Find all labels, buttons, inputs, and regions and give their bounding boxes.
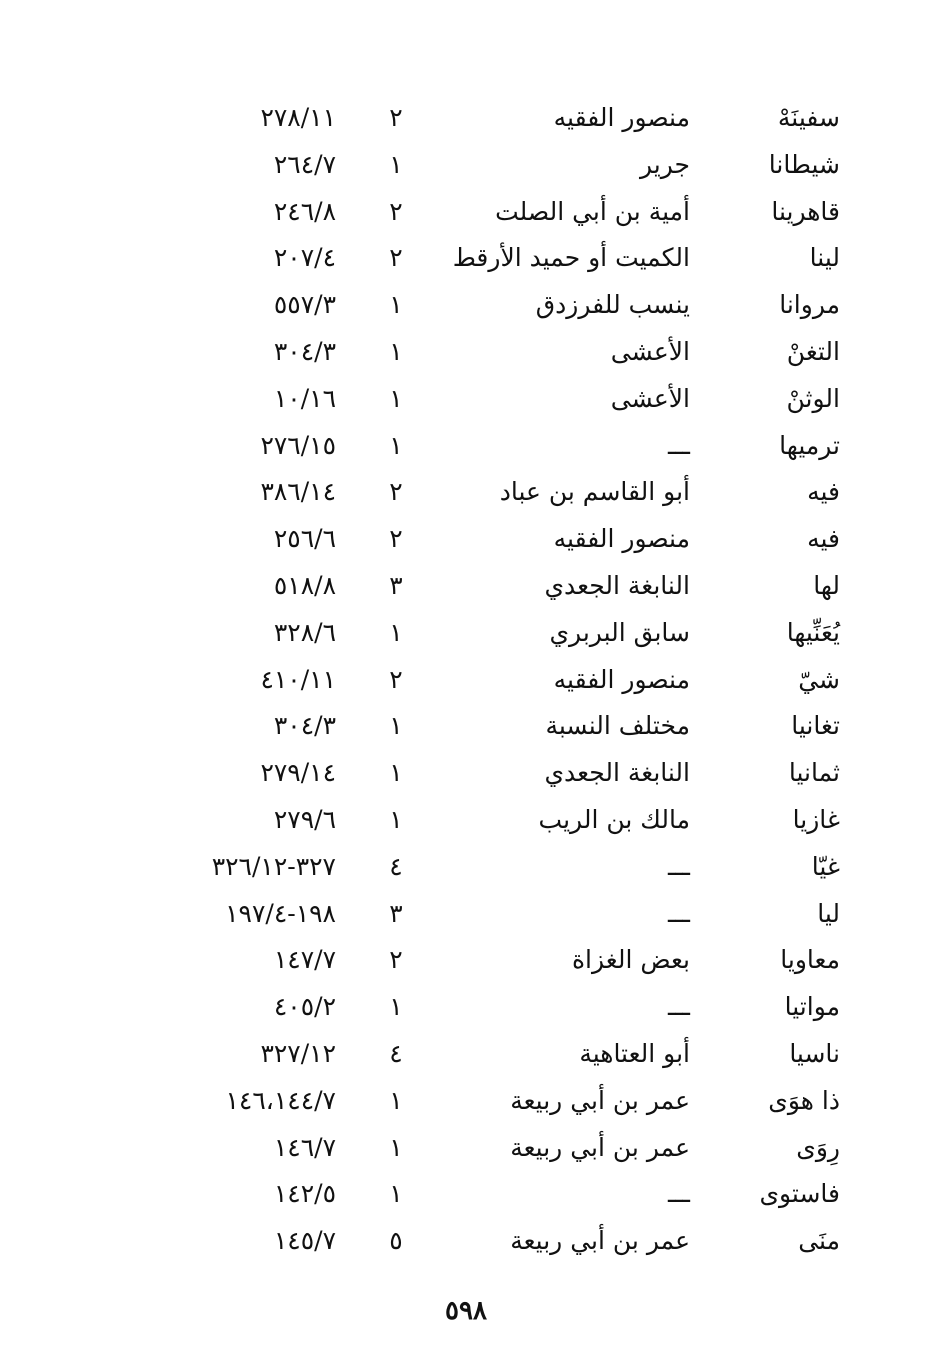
verse-count: ١ [389, 1132, 403, 1162]
volume-page-reference: ٢٧٩/١٤ [260, 758, 336, 788]
volume-page-reference: ٣٨٦/١٤ [260, 477, 336, 507]
index-row [0, 610, 932, 657]
poet-name: منصور الفقيه [553, 524, 690, 554]
poet-name: مالك بن الريب [538, 804, 690, 834]
index-row [0, 750, 932, 797]
rhyme-word: الوثنْ [786, 383, 840, 413]
verse-count: ١ [389, 430, 403, 460]
rhyme-word: غازيا [792, 804, 840, 834]
verse-count: ٣ [389, 898, 403, 928]
poet-name: ـــ [668, 851, 690, 881]
index-row [0, 1078, 932, 1125]
volume-page-reference: ٥٥٧/٣ [273, 290, 336, 320]
index-row [0, 423, 932, 470]
rhyme-word: ذا هوَى [768, 1085, 840, 1115]
poet-name: النابغة الجعدي [544, 570, 690, 600]
verse-count: ١ [389, 1179, 403, 1209]
poet-name: منصور الفقيه [553, 103, 690, 132]
poet-name: عمر بن أبي ربيعة [510, 1132, 690, 1162]
index-row [0, 282, 932, 329]
poet-name: منصور الفقيه [553, 664, 690, 694]
volume-page-reference: ٣٢٧-٣٢٦/١٢ [211, 851, 336, 881]
index-row [0, 657, 932, 704]
volume-page-reference: ٤٠٥/٢ [273, 992, 336, 1022]
rhyme-word: ناسيا [789, 1038, 840, 1068]
volume-page-reference: ١٩٨-١٩٧/٤ [225, 898, 336, 928]
poet-name: بعض الغزاة [571, 945, 690, 975]
verse-count: ٢ [389, 664, 403, 694]
verse-count: ٢ [389, 524, 403, 554]
index-row [0, 1218, 932, 1265]
verse-count: ١ [389, 758, 403, 788]
volume-page-reference: ٣٠٤/٣ [273, 711, 336, 741]
index-row [0, 891, 932, 938]
poet-name: سابق البربري [549, 617, 690, 647]
verse-count: ١ [389, 804, 403, 834]
poet-name: ـــ [668, 992, 690, 1022]
volume-page-reference: ٤١٠/١١ [260, 664, 336, 694]
volume-page-reference: ١٤٦،١٤٤/٧ [225, 1085, 336, 1115]
poet-name: الأعشى [610, 336, 690, 366]
poet-name: النابغة الجعدي [544, 758, 690, 788]
verse-count: ١ [389, 711, 403, 741]
rhyme-word: التغنْ [786, 336, 840, 366]
index-row [0, 1171, 932, 1218]
verse-count: ٢ [389, 243, 403, 273]
verse-count: ١ [389, 1085, 403, 1115]
verse-count: ١ [389, 617, 403, 647]
volume-page-reference: ٢٦٤/٧ [273, 149, 336, 179]
rhyme-word: رِوَى [796, 1132, 840, 1162]
rhyme-word: لها [813, 570, 840, 600]
volume-page-reference: ٢٧٩/٦ [273, 804, 336, 834]
verse-count: ٥ [389, 1226, 403, 1256]
volume-page-reference: ١٠/١٦ [273, 383, 336, 413]
index-row [0, 703, 932, 750]
verse-count: ١ [389, 290, 403, 320]
rhyme-word: فاستوى [759, 1179, 840, 1209]
volume-page-reference: ٣٠٤/٣ [273, 336, 336, 366]
volume-page-reference: ٢٧٨/١١ [260, 103, 336, 132]
rhyme-word: ليا [817, 898, 840, 928]
index-row [0, 376, 932, 423]
verse-count: ٢ [389, 103, 403, 132]
rhyme-word: ترميها [779, 430, 840, 460]
rhyme-word: شيّ [798, 664, 840, 694]
volume-page-reference: ٥١٨/٨ [273, 570, 336, 600]
verse-count: ٣ [389, 570, 403, 600]
volume-page-reference: ١٤٢/٥ [273, 1179, 336, 1209]
index-row [0, 563, 932, 610]
poet-name: أبو القاسم بن عباد [499, 477, 690, 507]
index-row [0, 844, 932, 891]
poet-name: الأعشى [610, 383, 690, 413]
index-row [0, 189, 932, 236]
index-row [0, 797, 932, 844]
page-number: ٥٩٨ [445, 1296, 487, 1326]
verse-count: ٢ [389, 196, 403, 226]
volume-page-reference: ١٤٦/٧ [273, 1132, 336, 1162]
rhyme-word: ثمانيا [788, 758, 840, 788]
index-row [0, 516, 932, 563]
verse-count: ٢ [389, 945, 403, 975]
rhyme-word: سفينَهْ [777, 103, 840, 132]
poet-name: ـــ [668, 898, 690, 928]
rhyme-index-table [0, 95, 932, 1265]
rhyme-word: معاويا [780, 945, 840, 975]
index-row [0, 1125, 932, 1172]
verse-count: ١ [389, 149, 403, 179]
poet-name: ينسب للفرزدق [535, 290, 690, 320]
poet-name: أبو العتاهية [579, 1038, 690, 1068]
index-row [0, 937, 932, 984]
rhyme-word: قاهرينا [771, 196, 840, 226]
rhyme-word: شيطانا [768, 149, 840, 179]
poet-name: عمر بن أبي ربيعة [510, 1226, 690, 1256]
index-row [0, 469, 932, 516]
poet-name: جرير [640, 149, 690, 179]
volume-page-reference: ٢٧٦/١٥ [260, 430, 336, 460]
volume-page-reference: ٢٥٦/٦ [273, 524, 336, 554]
volume-page-reference: ٢٠٧/٤ [273, 243, 336, 273]
index-row [0, 1031, 932, 1078]
rhyme-word: تغانيا [791, 711, 840, 741]
volume-page-reference: ١٤٧/٧ [273, 945, 336, 975]
rhyme-word: مواتيا [784, 992, 840, 1022]
poet-name: أمية بن أبي الصلت [495, 196, 690, 226]
volume-page-reference: ٣٢٨/٦ [273, 617, 336, 647]
poet-name: الكميت أو حميد الأرقط [452, 243, 690, 273]
verse-count: ١ [389, 383, 403, 413]
volume-page-reference: ٢٤٦/٨ [273, 196, 336, 226]
volume-page-reference: ٣٢٧/١٢ [260, 1038, 336, 1068]
poet-name: مختلف النسبة [545, 711, 690, 741]
rhyme-word: يُعَنِّيها [786, 617, 840, 647]
verse-count: ٤ [389, 851, 403, 881]
verse-count: ١ [389, 992, 403, 1022]
poet-name: ـــ [668, 1179, 690, 1209]
volume-page-reference: ١٤٥/٧ [273, 1226, 336, 1256]
verse-count: ١ [389, 336, 403, 366]
index-row [0, 142, 932, 189]
rhyme-word: فيه [807, 524, 840, 554]
index-row [0, 235, 932, 282]
rhyme-word: مروانا [779, 290, 840, 320]
verse-count: ٢ [389, 477, 403, 507]
poet-name: ـــ [668, 430, 690, 460]
index-row [0, 95, 932, 142]
index-row [0, 984, 932, 1031]
rhyme-word: منَى [798, 1226, 840, 1256]
rhyme-word: فيه [807, 477, 840, 507]
rhyme-word: غيّا [811, 851, 840, 881]
rhyme-word: لينا [809, 243, 840, 273]
index-row [0, 329, 932, 376]
verse-count: ٤ [389, 1038, 403, 1068]
poet-name: عمر بن أبي ربيعة [510, 1085, 690, 1115]
